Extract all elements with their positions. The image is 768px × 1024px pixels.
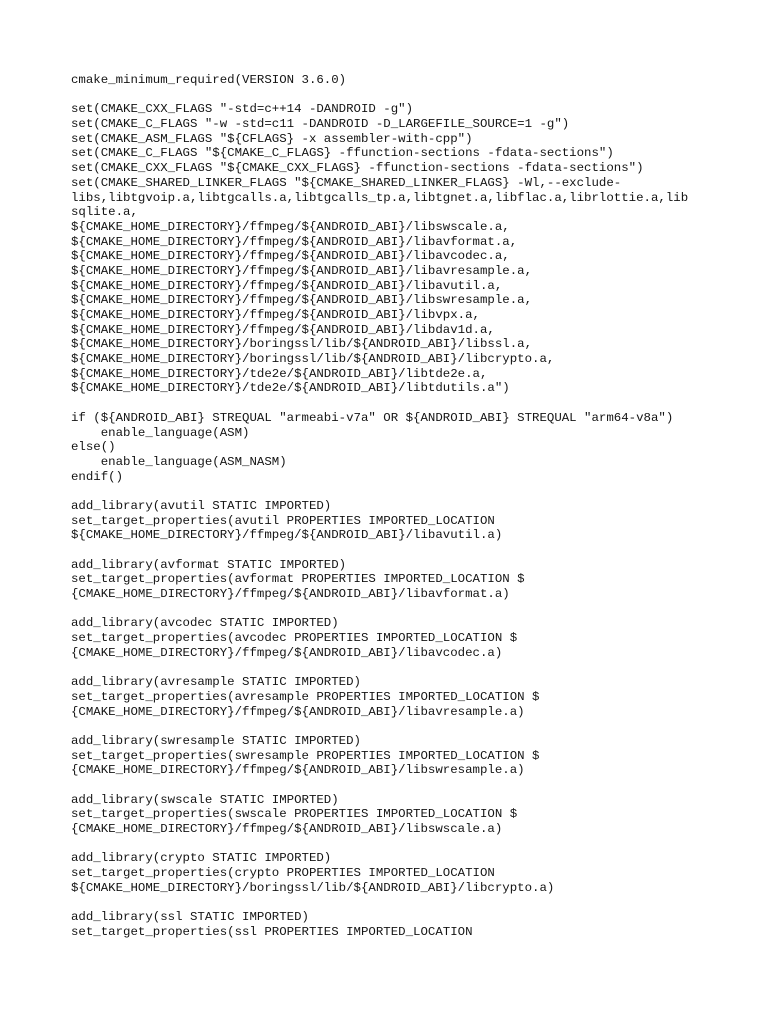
code-line: ${CMAKE_HOME_DIRECTORY}/ffmpeg/${ANDROID_ABI}/libvpx.a, xyxy=(71,308,480,322)
code-line: set(CMAKE_CXX_FLAGS "${CMAKE_CXX_FLAGS} -ffunction-sections -fdata-sections") xyxy=(71,161,644,176)
code-line: set(CMAKE_SHARED_LINKER_FLAGS "${CMAKE_SHARED_LINKER_FLAGS} -Wl,--exclude- xyxy=(71,175,622,190)
code-line: ${CMAKE_HOME_DIRECTORY}/ffmpeg/${ANDROID_ABI}/libdav1d.a, xyxy=(71,322,495,337)
code-line: ${CMAKE_HOME_DIRECTORY}/ffmpeg/${ANDROID_ABI}/libavutil.a, xyxy=(71,278,503,293)
blank-line xyxy=(71,719,761,734)
code-line: add_library(avutil STATIC IMPORTED) xyxy=(71,498,332,513)
code-line: {CMAKE_HOME_DIRECTORY}/ffmpeg/${ANDROID_ABI}/libswscale.a) xyxy=(71,822,503,837)
code-line: ${CMAKE_HOME_DIRECTORY}/boringssl/lib/${ANDROID_ABI}/libcrypto.a, xyxy=(71,352,555,367)
code-line: ${CMAKE_HOME_DIRECTORY}/tde2e/${ANDROID_ABI}/libtdutils.a") xyxy=(71,381,510,396)
code-line: ${CMAKE_HOME_DIRECTORY}/ffmpeg/${ANDROID_ABI}/libavresample.a, xyxy=(71,263,533,278)
document-page xyxy=(71,73,761,940)
code-line: add_library(swscale STATIC IMPORTED) xyxy=(71,792,339,807)
code-line: add_library(avformat STATIC IMPORTED) xyxy=(71,557,347,572)
blank-line xyxy=(71,896,761,911)
blank-line xyxy=(71,88,761,103)
code-line: ${CMAKE_HOME_DIRECTORY}/ffmpeg/${ANDROID_ABI}/libavutil.a) xyxy=(71,528,503,543)
code-line: sqlite.a, xyxy=(71,205,138,220)
code-line: ${CMAKE_HOME_DIRECTORY}/ffmpeg/${ANDROID_ABI}/libavformat.a, xyxy=(71,234,518,249)
code-line: add_library(swresample STATIC IMPORTED) xyxy=(71,733,361,748)
code-line: add_library(ssl STATIC IMPORTED) xyxy=(71,910,309,925)
blank-line xyxy=(71,602,761,617)
code-line: set_target_properties(avcodec PROPERTIES IMPORTED_LOCATION $ xyxy=(71,631,518,646)
code-line: set(CMAKE_C_FLAGS "${CMAKE_C_FLAGS} -ffunction-sections -fdata-sections") xyxy=(71,146,614,161)
blank-line xyxy=(71,778,761,793)
code-line: set_target_properties(avutil PROPERTIES IMPORTED_LOCATION xyxy=(71,513,495,528)
code-line: {CMAKE_HOME_DIRECTORY}/ffmpeg/${ANDROID_ABI}/libavcodec.a) xyxy=(71,645,503,660)
blank-line xyxy=(71,484,761,499)
code-line: set_target_properties(swresample PROPERTIES IMPORTED_LOCATION $ xyxy=(71,748,540,763)
code-line: endif() xyxy=(71,469,124,484)
code-line: set(CMAKE_CXX_FLAGS "-std=c++14 -DANDROID -g") xyxy=(71,102,414,117)
blank-line xyxy=(71,396,761,411)
code-line: set_target_properties(swscale PROPERTIES IMPORTED_LOCATION $ xyxy=(71,807,518,822)
blank-line xyxy=(71,661,761,676)
code-line: ${CMAKE_HOME_DIRECTORY}/ffmpeg/${ANDROID_ABI}/libswscale.a, xyxy=(71,219,510,234)
code-line: else() xyxy=(71,440,116,455)
code-line: libs,libtgvoip.a,libtgcalls.a,libtgcalls_tp.a,libtgnet.a,libflac.a,librlottie.a,lib xyxy=(71,190,689,205)
code-line: ${CMAKE_HOME_DIRECTORY}/tde2e/${ANDROID_ABI}/libtde2e.a, xyxy=(71,366,488,381)
code-line: set_target_properties(crypto PROPERTIES IMPORTED_LOCATION xyxy=(71,866,495,881)
code-line: ${CMAKE_HOME_DIRECTORY}/ffmpeg/${ANDROID_ABI}/libavcodec.a, xyxy=(71,249,510,264)
code-line: set_target_properties(avresample PROPERTIES IMPORTED_LOCATION $ xyxy=(71,689,540,704)
code-line: set_target_properties(ssl PROPERTIES IMPORTED_LOCATION xyxy=(71,924,473,939)
code-line: enable_language(ASM) xyxy=(71,425,250,440)
blank-line xyxy=(71,543,761,558)
code-line: add_library(crypto STATIC IMPORTED) xyxy=(71,851,332,866)
cmake-code-block xyxy=(71,73,761,940)
blank-line xyxy=(71,837,761,852)
code-line: ${CMAKE_HOME_DIRECTORY}/ffmpeg/${ANDROID_ABI}/libswresample.a, xyxy=(71,293,533,308)
code-line: cmake_minimum_required(VERSION 3.6.0) xyxy=(71,73,347,87)
code-line: add_library(avcodec STATIC IMPORTED) xyxy=(71,616,339,631)
code-line: set(CMAKE_ASM_FLAGS "${CFLAGS} -x assembler-with-cpp") xyxy=(71,131,473,146)
code-line: set(CMAKE_C_FLAGS "-w -std=c11 -DANDROID -D_LARGEFILE_SOURCE=1 -g") xyxy=(71,117,570,132)
code-line: enable_language(ASM_NASM) xyxy=(71,454,287,469)
code-line: {CMAKE_HOME_DIRECTORY}/ffmpeg/${ANDROID_ABI}/libavresample.a) xyxy=(71,704,525,719)
code-line: ${CMAKE_HOME_DIRECTORY}/boringssl/lib/${ANDROID_ABI}/libcrypto.a) xyxy=(71,880,555,895)
code-line: if (${ANDROID_ABI} STREQUAL "armeabi-v7a" OR ${ANDROID_ABI} STREQUAL "arm64-v8a") xyxy=(71,410,674,425)
code-line: {CMAKE_HOME_DIRECTORY}/ffmpeg/${ANDROID_ABI}/libswresample.a) xyxy=(71,763,525,778)
code-line: set_target_properties(avformat PROPERTIES IMPORTED_LOCATION $ xyxy=(71,572,525,587)
code-line: ${CMAKE_HOME_DIRECTORY}/boringssl/lib/${ANDROID_ABI}/libssl.a, xyxy=(71,337,533,352)
code-line: add_library(avresample STATIC IMPORTED) xyxy=(71,675,361,690)
code-line: {CMAKE_HOME_DIRECTORY}/ffmpeg/${ANDROID_ABI}/libavformat.a) xyxy=(71,587,510,602)
